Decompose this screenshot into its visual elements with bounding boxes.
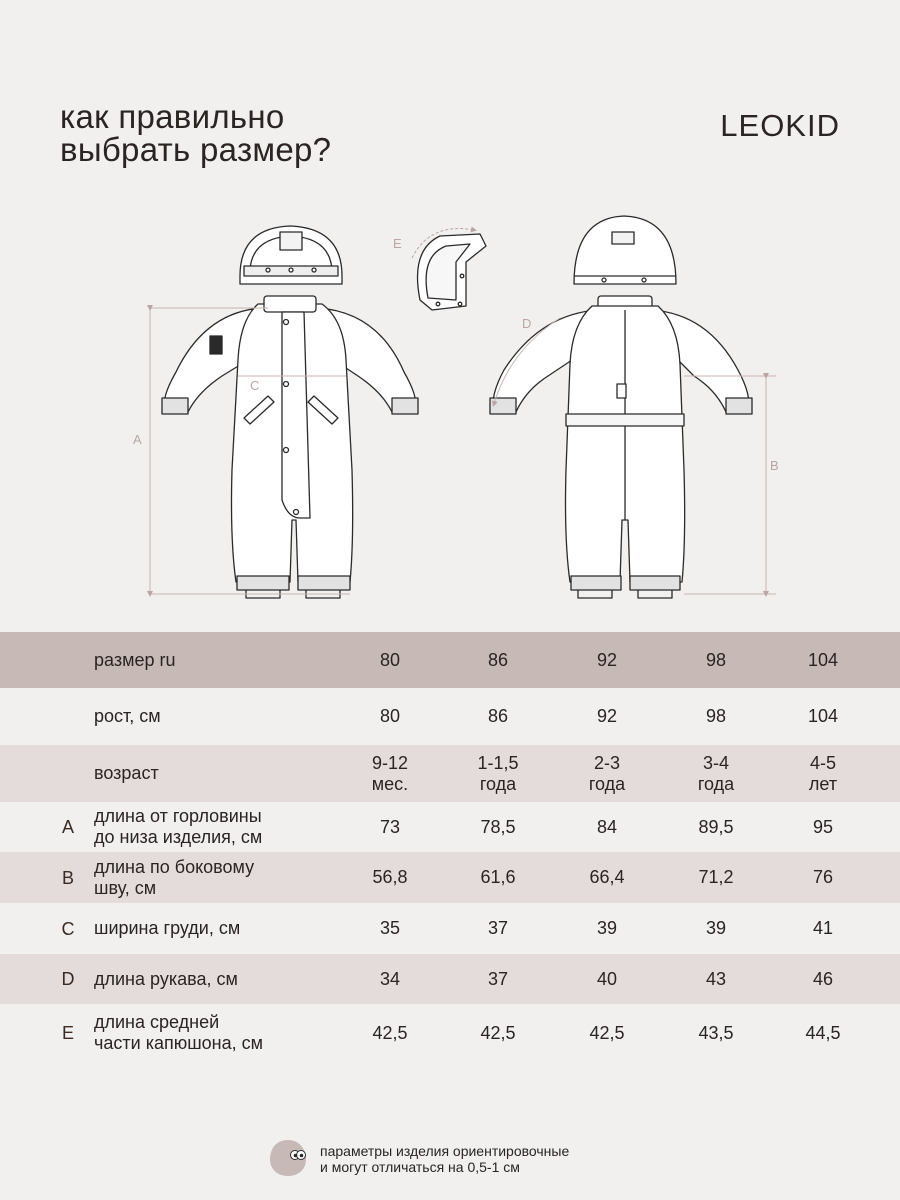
- page-title: [60, 100, 331, 166]
- size-value-line: 76: [812, 867, 834, 887]
- size-value: [453, 817, 543, 838]
- table-row: [0, 802, 900, 852]
- size-value-line: 104: [807, 649, 839, 670]
- size-value: [778, 1023, 868, 1044]
- size-value-line: лет: [808, 773, 838, 794]
- size-value: [671, 969, 761, 990]
- size-value-line: 46: [812, 968, 834, 989]
- measure-letter: C: [61, 918, 75, 939]
- size-value-line: 41: [812, 918, 834, 938]
- size-value: [345, 867, 435, 888]
- size-value-line: 86: [487, 706, 509, 726]
- size-value-line: 61,6: [480, 867, 516, 887]
- size-value: [778, 918, 868, 939]
- size-value: [671, 867, 761, 888]
- table-row: [0, 1004, 900, 1062]
- size-value: [778, 706, 868, 727]
- size-value-line: 1-1,5: [477, 752, 519, 773]
- row-label-line: шву, см: [94, 877, 157, 898]
- label-d: D: [522, 316, 532, 331]
- measure-letter: A: [61, 817, 74, 837]
- size-value: [453, 918, 543, 939]
- table-row: [0, 745, 900, 802]
- size-value-line: 40: [596, 968, 618, 989]
- size-value: [778, 650, 868, 671]
- label-c: C: [250, 378, 260, 393]
- size-value-line: 104: [807, 706, 839, 726]
- table-row: [0, 852, 900, 903]
- row-label: [94, 706, 161, 727]
- row-label: [94, 857, 254, 899]
- row-label-line: до низа изделия, см: [94, 827, 263, 847]
- size-value-line: 2-3: [593, 752, 620, 773]
- table-row: [0, 632, 900, 688]
- size-value: [562, 753, 652, 795]
- size-value: [345, 650, 435, 671]
- size-value-line: 44,5: [805, 1022, 841, 1043]
- size-value: [778, 969, 868, 990]
- table-row: [0, 688, 900, 745]
- size-value-line: 4-5: [809, 752, 836, 773]
- size-value-line: 66,4: [589, 867, 625, 887]
- size-value: [562, 817, 652, 838]
- size-value-line: 56,8: [372, 867, 408, 887]
- size-value: [778, 817, 868, 838]
- size-value-line: 35: [379, 918, 401, 938]
- size-value: [671, 918, 761, 939]
- label-a: A: [133, 432, 142, 447]
- size-value: [778, 753, 868, 795]
- title-line-2: выбрать размер?: [60, 131, 332, 168]
- row-label: [94, 806, 262, 848]
- hood-side-view: [418, 234, 487, 310]
- row-label: [94, 969, 238, 990]
- label-b: B: [770, 458, 779, 473]
- label-e: E: [393, 236, 402, 251]
- size-value-line: 39: [596, 918, 618, 938]
- size-value-line: 89,5: [698, 816, 734, 837]
- row-label-line: рост, см: [94, 706, 161, 726]
- size-value: [562, 969, 652, 990]
- row-label: [94, 763, 159, 784]
- table-row: [0, 903, 900, 954]
- size-value: [671, 817, 761, 838]
- row-label-line: ширина груди, см: [94, 918, 241, 938]
- row-label: [94, 1012, 263, 1054]
- measure-letter: D: [61, 969, 75, 989]
- size-value-line: 37: [487, 968, 509, 989]
- size-value: [345, 706, 435, 727]
- size-value-line: 80: [379, 649, 401, 670]
- size-value-line: 3-4: [702, 752, 729, 773]
- size-value-line: года: [697, 773, 735, 794]
- size-value-line: 73: [379, 816, 401, 837]
- size-value-line: года: [588, 773, 626, 794]
- size-value: [453, 706, 543, 727]
- row-label-line: возраст: [94, 763, 159, 783]
- size-value: [453, 753, 543, 795]
- size-value: [778, 867, 868, 888]
- size-value-line: 78,5: [480, 816, 516, 837]
- size-value: [671, 753, 761, 795]
- table-row: [0, 954, 900, 1004]
- size-value-line: 98: [705, 649, 727, 670]
- size-value-line: 34: [379, 968, 401, 989]
- row-label-line: длина по боковому: [94, 856, 255, 877]
- size-value: [671, 706, 761, 727]
- size-value-line: мес.: [371, 773, 409, 794]
- footnote-line-2: и могут отличаться на 0,5-1 см: [320, 1159, 520, 1175]
- size-value-line: 42,5: [480, 1022, 516, 1043]
- size-value: [453, 650, 543, 671]
- size-value-line: 42,5: [589, 1022, 625, 1043]
- row-label: [94, 918, 240, 939]
- size-value: [345, 817, 435, 838]
- size-value-line: 92: [596, 706, 618, 726]
- row-label-line: части капюшона, см: [94, 1033, 263, 1053]
- character-blob-icon: [268, 1138, 308, 1178]
- size-value-line: 95: [812, 816, 834, 837]
- size-value-line: года: [479, 773, 517, 794]
- size-value-line: 84: [596, 816, 618, 837]
- footnote: [268, 1138, 688, 1178]
- size-value: [671, 1023, 761, 1044]
- size-value: [345, 1023, 435, 1044]
- size-value-line: 37: [487, 918, 509, 938]
- measure-letter: B: [61, 867, 74, 888]
- size-value-line: 42,5: [372, 1022, 408, 1043]
- back-view: [490, 216, 752, 598]
- size-value: [562, 650, 652, 671]
- size-table: [0, 632, 900, 1062]
- size-value-line: 80: [379, 706, 401, 726]
- size-value-line: 43,5: [698, 1022, 734, 1043]
- size-value-line: 9-12: [371, 752, 409, 773]
- size-value-line: 43: [705, 968, 727, 989]
- row-label-line: длина от горловины: [94, 806, 262, 826]
- footnote-line-1: параметры изделия ориентировочные: [320, 1143, 570, 1159]
- size-value-line: 98: [705, 706, 727, 726]
- size-value: [562, 918, 652, 939]
- size-value-line: 39: [705, 918, 727, 938]
- size-value-line: 92: [596, 649, 618, 670]
- row-label-line: длина средней: [94, 1012, 220, 1032]
- size-value: [345, 918, 435, 939]
- row-label-line: длина рукава, см: [94, 968, 238, 989]
- size-value: [453, 969, 543, 990]
- size-value-line: 71,2: [698, 867, 734, 887]
- measure-letter: E: [61, 1023, 74, 1043]
- jumpsuit-diagram: [0, 200, 900, 620]
- title-line-1: как правильно: [60, 98, 285, 135]
- size-value: [345, 969, 435, 990]
- size-value: [562, 1023, 652, 1044]
- row-label: [94, 650, 175, 671]
- size-value: [453, 867, 543, 888]
- size-value: [345, 753, 435, 795]
- row-label-line: размер ru: [94, 649, 176, 670]
- size-value: [562, 706, 652, 727]
- size-value: [671, 650, 761, 671]
- size-value-line: 86: [487, 649, 509, 670]
- brand-logo: LEOKID: [720, 108, 840, 143]
- front-view: [162, 226, 418, 598]
- size-value: [453, 1023, 543, 1044]
- size-value: [562, 867, 652, 888]
